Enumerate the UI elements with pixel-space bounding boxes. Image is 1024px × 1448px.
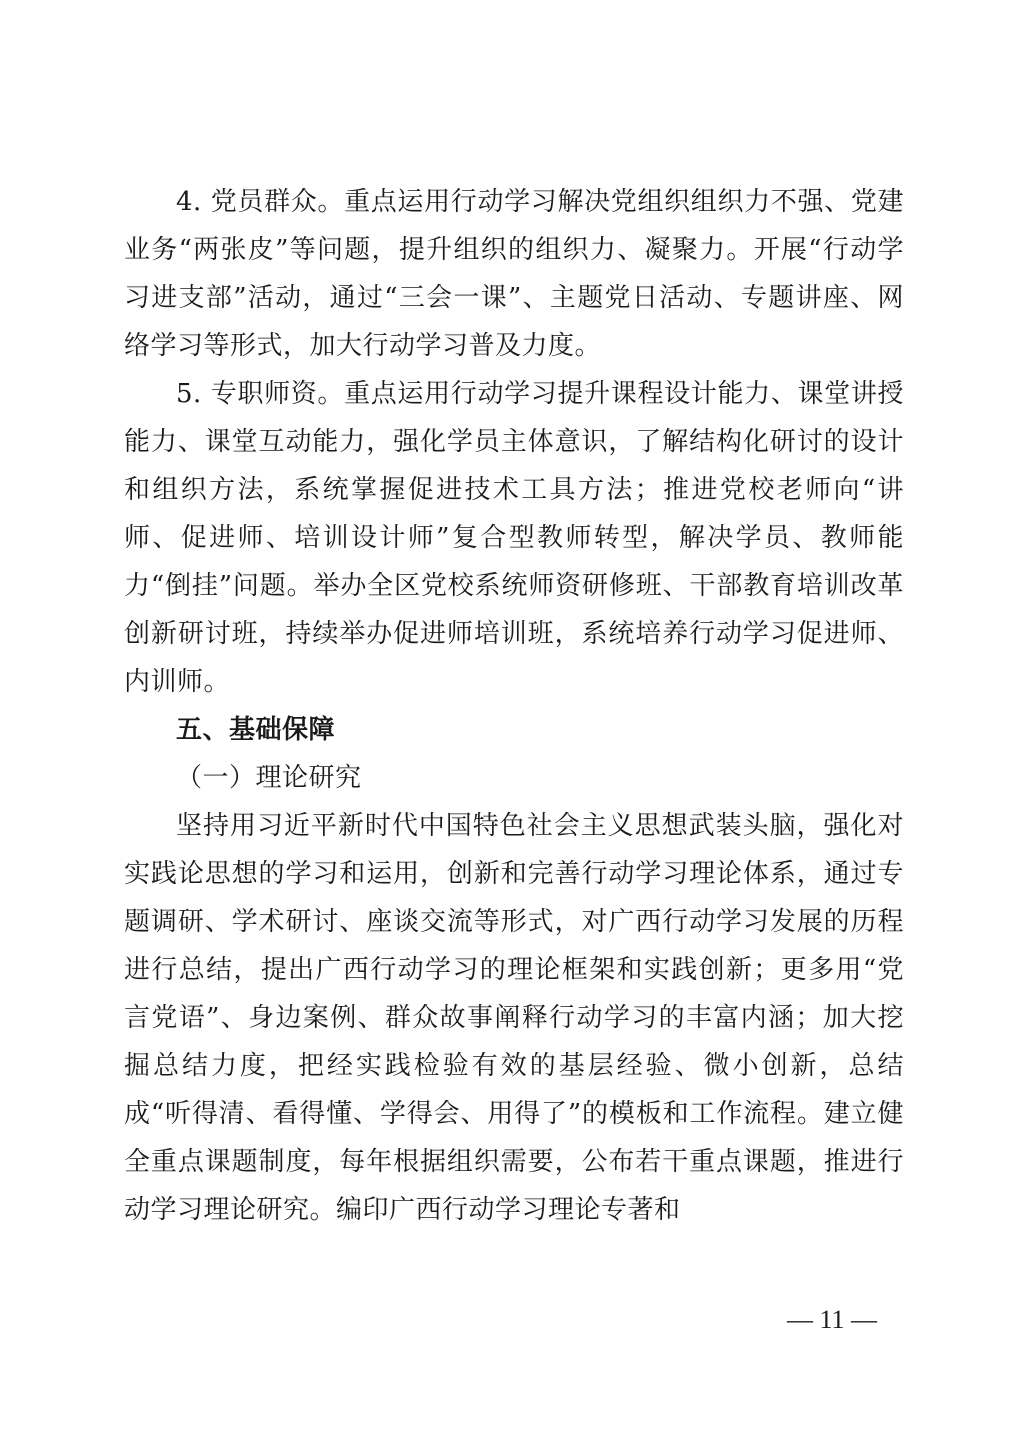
page-number: — 11 — [786,1305,878,1334]
subsection-heading: （一）理论研究 [176,763,362,793]
section-heading: 五、基础保障 [176,715,336,745]
paragraph-party-members: 4. 党员群众。重点运用行动学习解决党组织组织力不强、党建业务“两张皮”等问题，提升组织的组织力、凝聚力。开展“行动学习进支部”活动，通过“三会一课”、主题党日活动、专题讲座、网络学习等形式，加大行动学习普及力度。 [124,187,904,361]
paragraph-full-time-teachers: 5. 专职师资。重点运用行动学习提升课程设计能力、课堂讲授能力、课堂互动能力，强化学员主体意识，了解结构化研讨的设计和组织方法，系统掌握促进技术工具方法；推进党校老师向“讲师、促进师、培训设计师”复合型教师转型，解决学员、教师能力“倒挂”问题。举办全区党校系统师资研修班、干部教育培训改革创新研讨班，持续举办促进师培训班，系统培养行动学习促进师、内训师。 [124,379,904,697]
paragraph-theory-research: 坚持用习近平新时代中国特色社会主义思想武装头脑，强化对实践论思想的学习和运用，创新和完善行动学习理论体系，通过专题调研、学术研讨、座谈交流等形式，对广西行动学习发展的历程进行总结，提出广西行动学习的理论框架和实践创新；更多用“党言党语”、身边案例、群众故事阐释行动学习的丰富内涵；加大挖掘总结力度，把经实践检验有效的基层经验、微小创新，总结成“听得清、看得懂、学得会、用得了”的模板和工作流程。建立健全重点课题制度，每年根据组织需要，公布若干重点课题，推进行动学习理论研究。编印广西行动学习理论专著和 [124,811,904,1225]
document-body [124,178,904,1234]
